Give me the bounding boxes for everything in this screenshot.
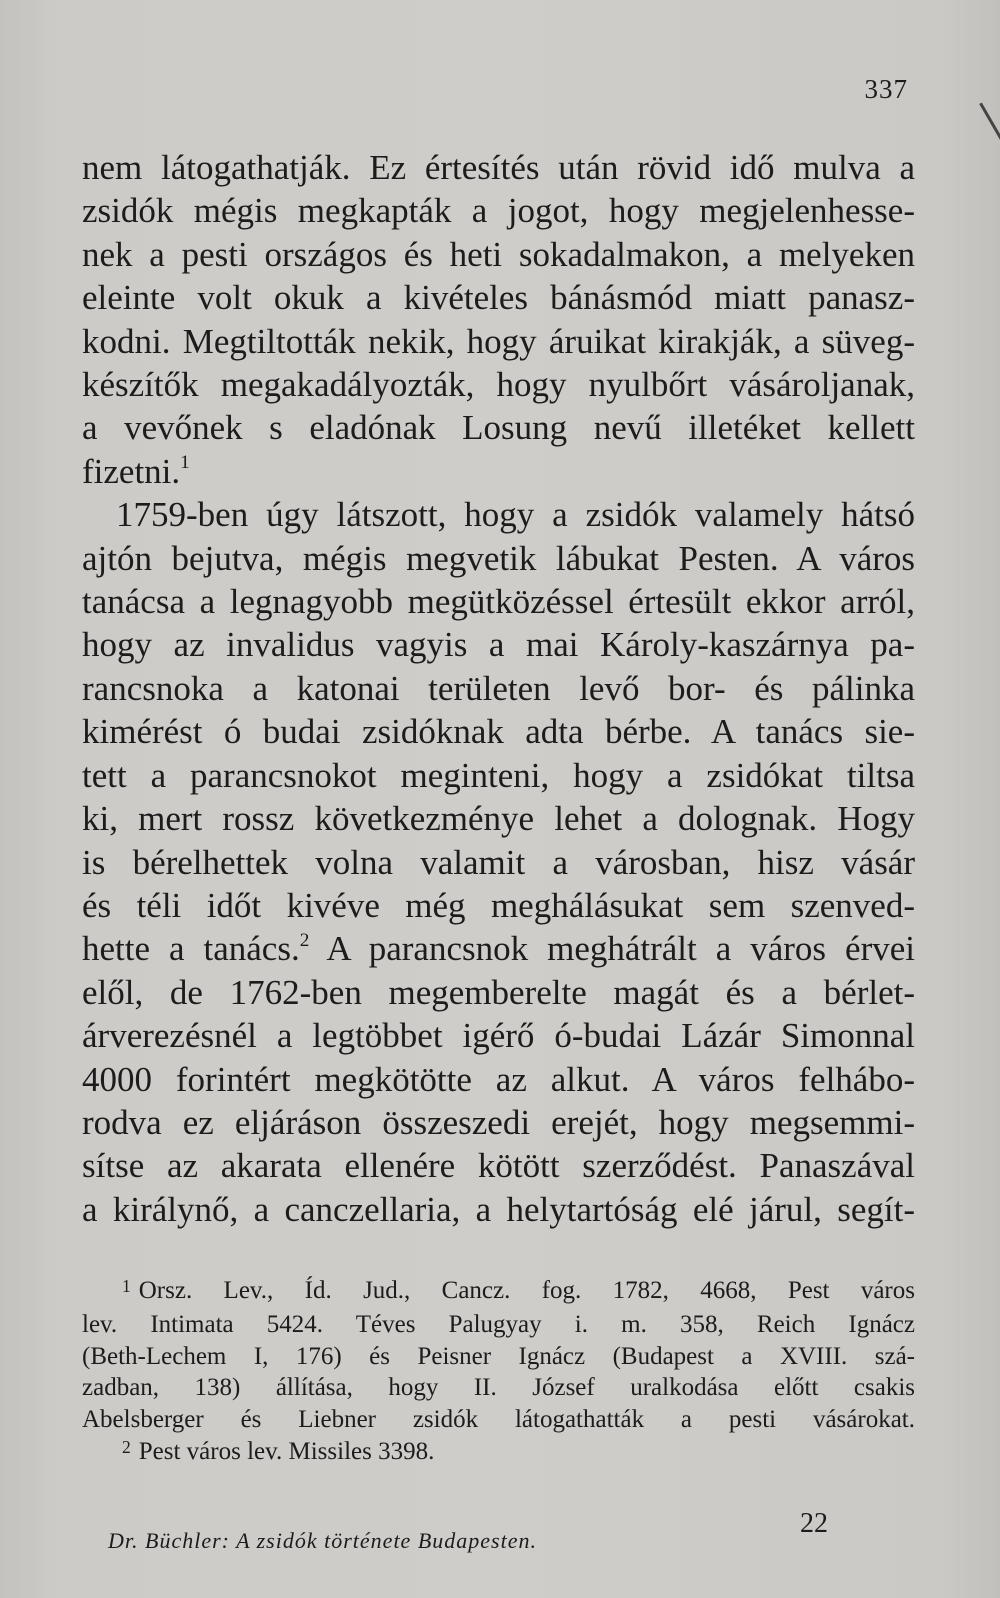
text-line: sítse az akarata ellenére kötött szerződést. Panaszával [82, 1146, 915, 1186]
text-line: hogy az invalidus vagyis a mai Károly-kaszárnya pa- [82, 625, 915, 665]
text-line: zsidók mégis megkapták a jogot, hogy megjelenhesse- [82, 191, 915, 231]
text-line: rodva ez eljáráson összeszedi erejét, hogy megsemmi- [82, 1102, 915, 1142]
footnote-ref-1: 1 [180, 452, 190, 474]
text-line: elől, de 1762-ben megemberelte magát és a bérlet- [82, 972, 915, 1012]
footnote-1-line: (Beth-Lechem I, 176) és Peisner Ignácz (Budapest a XVIII. szá- [82, 1342, 915, 1370]
printer-signature: Dr. Büchler: A zsidók története Budapesten. [108, 1528, 537, 1553]
footnote-1-line: Abelsberger és Liebner zsidók látogathatták a pesti vásárokat. [82, 1406, 915, 1434]
text-line: nem látogathatják. Ez értesítés után rövid idő mulva a [82, 148, 915, 187]
footnote-text: Orsz. Lev., Íd. Jud., Cancz. fog. 1782, 4668, Pest város [138, 1277, 915, 1304]
footnote-text: Pest város lev. Missiles 3398. [138, 1437, 435, 1465]
text-line: ki, mert rossz következménye lehet a dolognak. Hogy [82, 799, 915, 839]
text-line: kimérést ó budai zsidóknak adta bérbe. A tanács sie- [82, 712, 915, 752]
text-segment: hette a tanács. [82, 929, 300, 969]
page-edge-mark [979, 102, 1000, 145]
footnote-ref-2: 2 [299, 929, 310, 951]
text-line: és téli időt kivéve még meghálásukat sem szenved- [82, 885, 915, 925]
footnote-1-line [82, 1275, 915, 1309]
text-line: rancsnoka a katonai területen levő bor- és pálinka [82, 668, 915, 708]
text-line: árverezésnél a legtöbbet igérő ó-budai Lázár Simonnal [82, 1016, 915, 1056]
paragraph-start-line: 1759-ben úgy látszott, hogy a zsidók valamely hátsó [116, 495, 915, 535]
text-line-with-footnote [82, 927, 915, 970]
text-line: nek a pesti országos és heti sokadalmakon, a melyeken [82, 234, 915, 274]
text-segment: fizetni. [82, 451, 181, 491]
footnote-1-line: lev. Intimata 5424. Téves Palugyay i. m. 358, Reich Ignácz [82, 1310, 915, 1338]
footnote-2-marker: 2 [122, 1436, 131, 1457]
footnote-1-line: zadban, 138) állítása, hogy II. József uralkodása előtt csakis [82, 1374, 915, 1402]
footnote-1-marker: 1 [122, 1275, 131, 1296]
sheet-number: 22 [800, 1508, 828, 1539]
text-line: is bérelhettek volna valamit a városban, hisz vásár [82, 842, 915, 882]
text-line: készítők megakadályozták, hogy nyulbőrt vásároljanak, [82, 365, 915, 405]
text-line: eleinte volt okuk a kivételes bánásmód miatt panasz- [82, 278, 915, 318]
text-line: kodni. Megtiltották nekik, hogy áruikat kirakják, a süveg- [82, 321, 915, 361]
text-line: a királynő, a canczellaria, a helytartóság elé járul, segít- [82, 1189, 915, 1229]
text-line: 4000 forintért megkötötte az alkut. A város felhábo- [82, 1059, 915, 1099]
footnotes [82, 1275, 915, 1470]
text-line: a vevőnek s eladónak Losung nevű illetéket kellett [82, 408, 915, 448]
main-text [82, 146, 915, 1231]
text-line: tett a parancsnokot meginteni, hogy a zsidókat tiltsa [82, 755, 915, 795]
page-number: 337 [864, 74, 908, 104]
footnote-2-line [82, 1436, 915, 1470]
text-line: ajtón bejutva, mégis megvetik lábukat Pesten. A város [82, 538, 915, 578]
text-line-with-footnote [82, 450, 915, 493]
text-line: tanácsa a legnagyobb megütközéssel értesült ekkor arról, [82, 582, 915, 622]
text-segment: A parancsnok meghátrált a város érvei [326, 929, 915, 969]
